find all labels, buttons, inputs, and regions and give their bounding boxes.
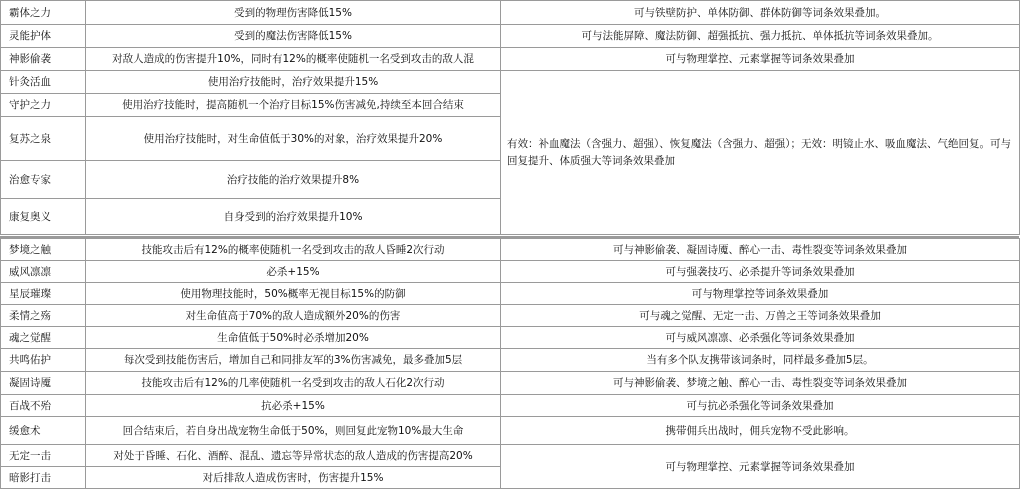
table-row — [1, 48, 1020, 71]
trait-effect: 使用治疗技能时，对生命值低于30%的对象，治疗效果提升20% — [86, 117, 501, 161]
trait-stack: 当有多个队友携带该词条时，同样最多叠加5层。 — [501, 349, 1020, 372]
trait-name: 霸体之力 — [1, 1, 86, 25]
trait-name: 星辰璀璨 — [1, 283, 86, 305]
trait-name: 魂之觉醒 — [1, 327, 86, 349]
trait-name: 柔情之殇 — [1, 305, 86, 327]
trait-effect: 回合结束后，若自身出战宠物生命低于50%，则回复此宠物10%最大生命 — [86, 417, 501, 445]
table-row — [1, 417, 1020, 445]
trait-stack: 可与法能屏障、魔法防御、超强抵抗、强力抵抗、单体抵抗等词条效果叠加。 — [501, 25, 1020, 48]
trait-name: 梦境之触 — [1, 239, 86, 261]
trait-stack: 可与神影偷袭、梦境之触、醉心一击、毒性裂变等词条效果叠加 — [501, 372, 1020, 395]
table-row — [1, 372, 1020, 395]
trait-effect: 对处于昏睡、石化、酒醉、混乱、遗忘等异常状态的敌人造成的伤害提高20% — [86, 445, 501, 467]
table-section-2 — [0, 238, 1020, 489]
table-row — [1, 71, 1020, 94]
table-row — [1, 283, 1020, 305]
trait-effect: 使用治疗技能时，提高随机一个治疗目标15%伤害减免,持续至本回合结束 — [86, 94, 501, 117]
trait-effect: 抗必杀+15% — [86, 395, 501, 417]
table-row — [1, 1, 1020, 25]
trait-effect: 技能攻击后有12%的概率使随机一名受到攻击的敌人昏睡2次行动 — [86, 239, 501, 261]
trait-stack: 可与物理掌控等词条效果叠加 — [501, 283, 1020, 305]
trait-effect: 受到的物理伤害降低15% — [86, 1, 501, 25]
trait-stack: 可与魂之觉醒、无定一击、万兽之王等词条效果叠加 — [501, 305, 1020, 327]
trait-effect: 必杀+15% — [86, 261, 501, 283]
trait-name: 神影偷袭 — [1, 48, 86, 71]
trait-name: 无定一击 — [1, 445, 86, 467]
table-row — [1, 305, 1020, 327]
trait-stack: 可与强袭技巧、必杀提升等词条效果叠加 — [501, 261, 1020, 283]
table-row — [1, 261, 1020, 283]
trait-effect: 技能攻击后有12%的几率使随机一名受到攻击的敌人石化2次行动 — [86, 372, 501, 395]
trait-name: 凝固诗魇 — [1, 372, 86, 395]
trait-name: 针灸活血 — [1, 71, 86, 94]
trait-stack: 可与铁壁防护、单体防御、群体防御等词条效果叠加。 — [501, 1, 1020, 25]
table-row — [1, 239, 1020, 261]
table-row — [1, 395, 1020, 417]
trait-effect: 生命值低于50%时必杀增加20% — [86, 327, 501, 349]
trait-effect: 治疗技能的治疗效果提升8% — [86, 161, 501, 199]
trait-stack: 可与物理掌控、元素掌握等词条效果叠加 — [501, 48, 1020, 71]
trait-stack: 可与威风凛凛、必杀强化等词条效果叠加 — [501, 327, 1020, 349]
table-row — [1, 25, 1020, 48]
trait-effect: 使用治疗技能时，治疗效果提升15% — [86, 71, 501, 94]
merged-stack-note: 可与物理掌控、元素掌握等词条效果叠加 — [501, 445, 1020, 489]
table-row — [1, 445, 1020, 467]
trait-effect: 对后排敌人造成伤害时，伤害提升15% — [86, 467, 501, 489]
merged-stack-note: 有效：补血魔法（含强力、超强）、恢复魔法（含强力、超强）；无效：明镜止水、吸血魔法、气绝回复。可与回复提升、体质强大等词条效果叠加 — [501, 71, 1020, 235]
trait-effect: 受到的魔法伤害降低15% — [86, 25, 501, 48]
trait-effect: 自身受到的治疗效果提升10% — [86, 199, 501, 235]
table-row — [1, 327, 1020, 349]
trait-effect: 对敌人造成的伤害提升10%，同时有12%的概率使随机一名受到攻击的敌人混 — [86, 48, 501, 71]
trait-name: 守护之力 — [1, 94, 86, 117]
trait-effect: 对生命值高于70%的敌人造成额外20%的伤害 — [86, 305, 501, 327]
trait-name: 百战不殆 — [1, 395, 86, 417]
trait-stack: 可与神影偷袭、凝固诗魇、醉心一击、毒性裂变等词条效果叠加 — [501, 239, 1020, 261]
table-section-1 — [0, 0, 1020, 235]
trait-name: 威风凛凛 — [1, 261, 86, 283]
trait-name: 共鸣佑护 — [1, 349, 86, 372]
trait-name: 灵能护体 — [1, 25, 86, 48]
trait-name: 复苏之泉 — [1, 117, 86, 161]
table-row — [1, 349, 1020, 372]
trait-effect: 使用物理技能时，50%概率无视目标15%的防御 — [86, 283, 501, 305]
trait-name: 治愈专家 — [1, 161, 86, 199]
trait-name: 缓愈术 — [1, 417, 86, 445]
trait-name: 康复奥义 — [1, 199, 86, 235]
trait-stack: 携带佣兵出战时，佣兵宠物不受此影响。 — [501, 417, 1020, 445]
trait-effect: 每次受到技能伤害后，增加自己和同排友军的3%伤害减免，最多叠加5层 — [86, 349, 501, 372]
trait-stack: 可与抗必杀强化等词条效果叠加 — [501, 395, 1020, 417]
trait-name: 暗影打击 — [1, 467, 86, 489]
